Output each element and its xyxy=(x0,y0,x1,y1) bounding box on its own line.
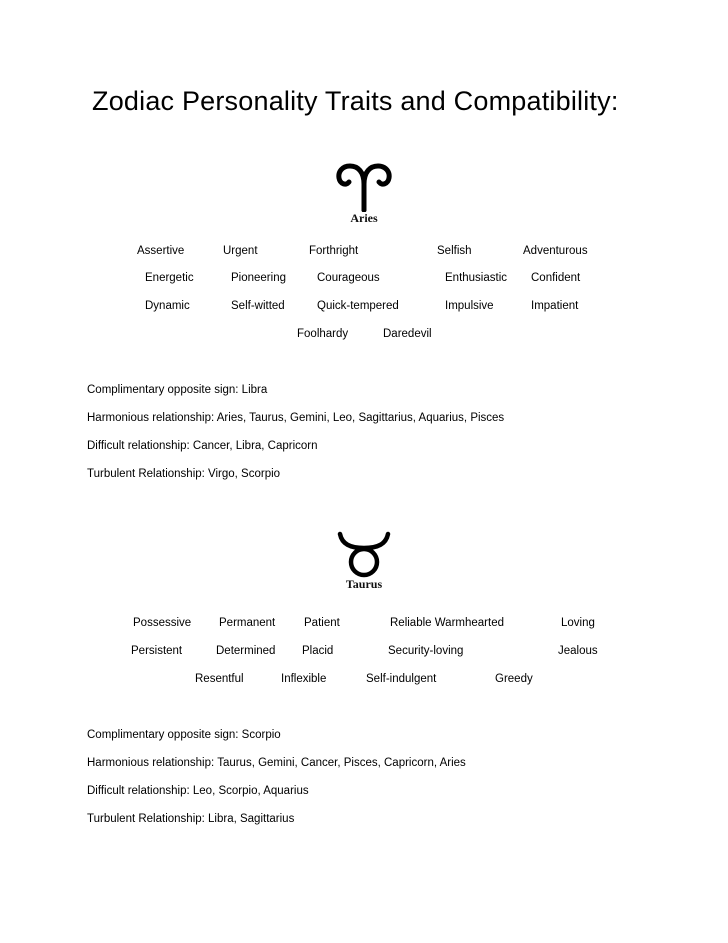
taurus-label: Taurus xyxy=(345,577,383,591)
taurus-trait: Loving xyxy=(561,617,595,629)
aries-trait: Impatient xyxy=(531,300,579,312)
aries-trait: Daredevil xyxy=(383,328,432,340)
aries-trait: Confident xyxy=(531,272,581,284)
aries-turbulent: Turbulent Relationship: Virgo, Scorpio xyxy=(87,468,281,480)
taurus-glyph-icon xyxy=(334,530,394,578)
taurus-trait: Patient xyxy=(304,617,340,629)
aries-trait: Pioneering xyxy=(231,272,286,284)
aries-trait: Assertive xyxy=(137,245,185,257)
aries-trait: Impulsive xyxy=(445,300,494,312)
taurus-trait: Greedy xyxy=(495,673,533,685)
aries-trait: Quick-tempered xyxy=(317,300,399,312)
taurus-opposite-sign: Complimentary opposite sign: Scorpio xyxy=(87,729,281,741)
aries-trait: Energetic xyxy=(145,272,194,284)
taurus-harmonious: Harmonious relationship: Taurus, Gemini, Cancer, Pisces, Capricorn, Aries xyxy=(87,757,466,769)
taurus-trait: Persistent xyxy=(131,645,183,657)
taurus-trait: Placid xyxy=(302,645,334,657)
aries-trait: Self-witted xyxy=(231,300,285,312)
aries-symbol xyxy=(330,162,398,225)
aries-trait: Courageous xyxy=(317,272,380,284)
taurus-symbol xyxy=(330,530,398,591)
taurus-difficult: Difficult relationship: Leo, Scorpio, Aquarius xyxy=(87,785,309,797)
taurus-trait: Jealous xyxy=(558,645,598,657)
page-title: Zodiac Personality Traits and Compatibility: xyxy=(92,86,619,116)
aries-trait: Urgent xyxy=(223,245,258,257)
taurus-trait: Determined xyxy=(216,645,276,657)
aries-harmonious: Harmonious relationship: Aries, Taurus, Gemini, Leo, Sagittarius, Aquarius, Pisces xyxy=(87,412,505,424)
aries-trait: Selfish xyxy=(437,245,472,257)
taurus-trait: Self-indulgent xyxy=(366,673,437,685)
taurus-trait: Reliable Warmhearted xyxy=(390,617,504,629)
taurus-trait: Inflexible xyxy=(281,673,327,685)
aries-trait: Adventurous xyxy=(523,245,588,257)
aries-label: Aries xyxy=(350,211,378,225)
aries-trait: Enthusiastic xyxy=(445,272,508,284)
taurus-trait: Resentful xyxy=(195,673,244,685)
aries-opposite-sign: Complimentary opposite sign: Libra xyxy=(87,384,268,396)
taurus-trait: Possessive xyxy=(133,617,192,629)
aries-difficult: Difficult relationship: Cancer, Libra, Capricorn xyxy=(87,440,318,452)
aries-glyph-icon xyxy=(334,162,394,212)
taurus-turbulent: Turbulent Relationship: Libra, Sagittarius xyxy=(87,813,295,825)
taurus-trait: Permanent xyxy=(219,617,276,629)
aries-trait: Dynamic xyxy=(145,300,190,312)
aries-trait: Forthright xyxy=(309,245,359,257)
taurus-trait: Security-loving xyxy=(388,645,464,657)
aries-trait: Foolhardy xyxy=(297,328,349,340)
